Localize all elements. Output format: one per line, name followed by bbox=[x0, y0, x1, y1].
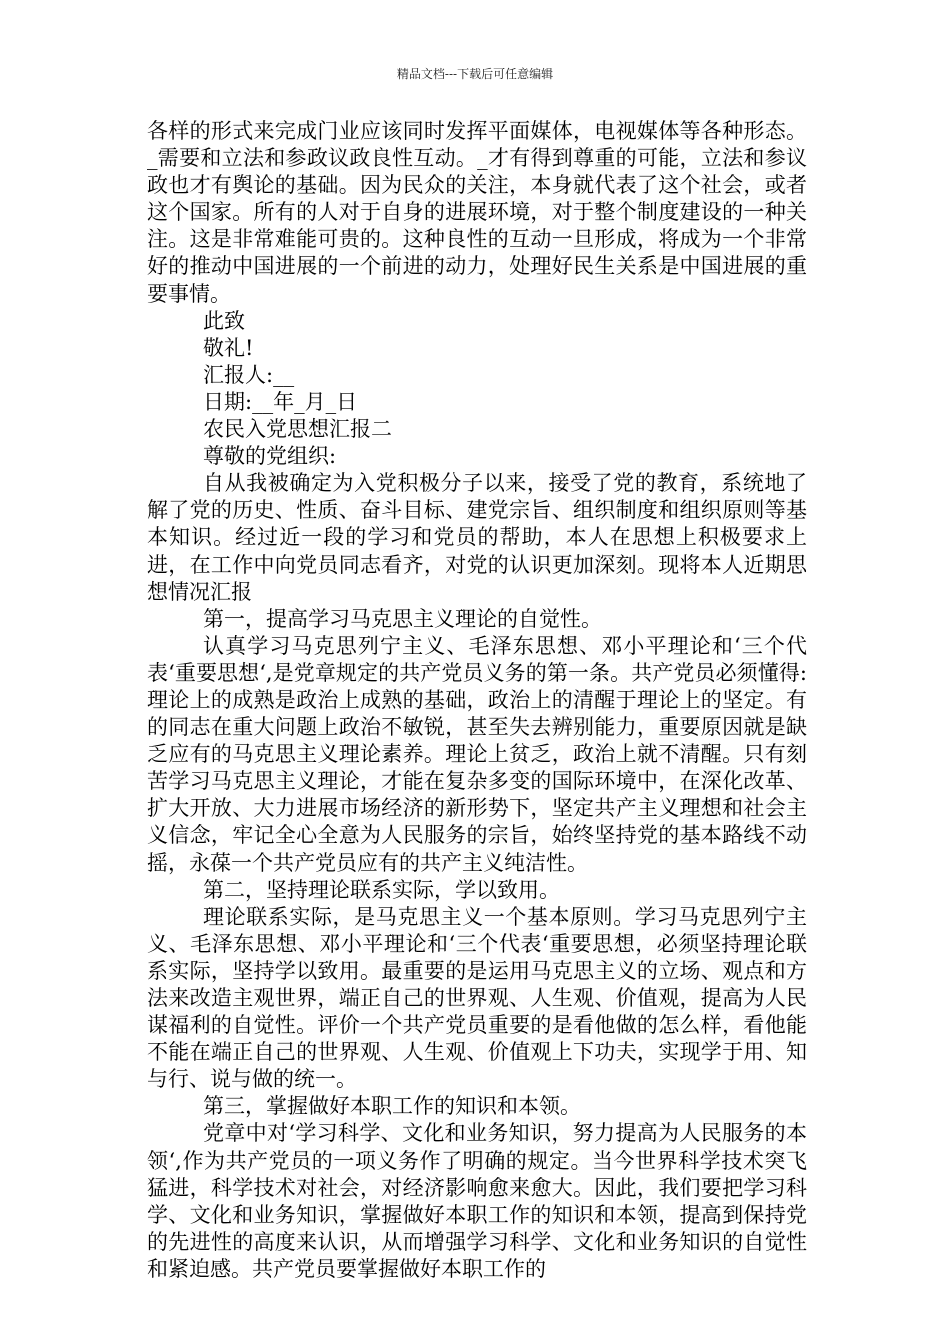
paragraph-opening: 自从我被确定为入党积极分子以来，接受了党的教育，系统地了解了党的历史、性质、奋斗目标、建党宗旨、组织制度和组织原则等基本知识。经过近一段的学习和党员的帮助，本人在思想上积极要求上进，在工作中向党员同志看齐，对党的认识更加深刻。现将本人近期思想情况汇报 bbox=[147, 471, 807, 604]
closing-regards: 敬礼! bbox=[203, 335, 254, 360]
date-line: 日期:__年_月_日 bbox=[203, 389, 358, 414]
paragraph-intro: 各样的形式来完成门业应该同时发挥平面媒体，电视媒体等各种形态。_需要和立法和参政议政良性互动。_才有得到尊重的可能，立法和参议政也才有舆论的基础。因为民众的关注，本身就代表了这个社会，或者这个国家。所有的人对于自身的进展环境，对于整个制度建设的一种关注。这是非常难能可贵的。这种良性的互动一旦形成，将成为一个非常好的推动中国进展的一个前进的动力，处理好民生关系是中国进展的重要事情。 bbox=[147, 119, 807, 306]
point-two-body: 理论联系实际，是马克思主义一个基本原则。学习马克思列宁主义、毛泽东思想、邓小平理论和‘三个代表‘重要思想，必须坚持理论联系实际，坚持学以致用。最重要的是运用马克思主义的立场、观点和方法来改造主观世界，端正自己的世界观、人生观、价值观，提高为人民谋福利的自觉性。评价一个共产党员重要的是看他做的怎么样，看他能不能在端正自己的世界观、人生观、价值观上下功夫，实现学于用、知与行、说与做的统一。 bbox=[147, 904, 807, 1092]
point-two-heading: 第二，坚持理论联系实际，学以致用。 bbox=[203, 877, 560, 902]
point-three-body: 党章中对‘学习科学、文化和业务知识，努力提高为人民服务的本领‘,作为共产党员的一项义务作了明确的规定。当今世界科学技术突飞猛进，科学技术对社会，对经济影响愈来愈大。因此，我们要把学习科学、文化和业务知识，掌握做好本职工作的知识和本领，提高到保持党的先进性的高度来认识，从而增强学习科学、文化和业务知识的自觉性和紧迫感。共产党员要掌握做好本职工作的 bbox=[147, 1121, 807, 1281]
document-body bbox=[147, 118, 807, 1283]
reporter-line: 汇报人:__ bbox=[203, 362, 295, 387]
point-one-body: 认真学习马克思列宁主义、毛泽东思想、邓小平理论和‘三个代表‘重要思想‘,是党章规定的共产党员义务的第一条。共产党员必须懂得:理论上的成熟是政治上成熟的基础，政治上的清醒于理论上的坚定。有的同志在重大问题上政治不敏锐，甚至失去辨别能力，重要原因就是缺乏应有的马克思主义理论素养。理论上贫乏，政治上就不清醒。只有刻苦学习马克思主义理论，才能在复杂多变的国际环境中，在深化改革、扩大开放、大力进展市场经济的新形势下，坚定共产主义理想和社会主义信念，牢记全心全意为人民服务的宗旨，始终坚持党的基本路线不动摇，永葆一个共产党员应有的共产主义纯洁性。 bbox=[147, 633, 807, 875]
point-three-heading: 第三，掌握做好本职工作的知识和本领。 bbox=[203, 1094, 581, 1119]
greeting: 尊敬的党组织: bbox=[203, 444, 337, 469]
closing-salutation: 此致 bbox=[203, 308, 245, 333]
page-header: 精品文档---下载后可任意编辑 bbox=[396, 67, 554, 81]
point-one-heading: 第一，提高学习马克思主义理论的自觉性。 bbox=[203, 606, 602, 631]
section-title: 农民入党思想汇报二 bbox=[203, 417, 392, 442]
